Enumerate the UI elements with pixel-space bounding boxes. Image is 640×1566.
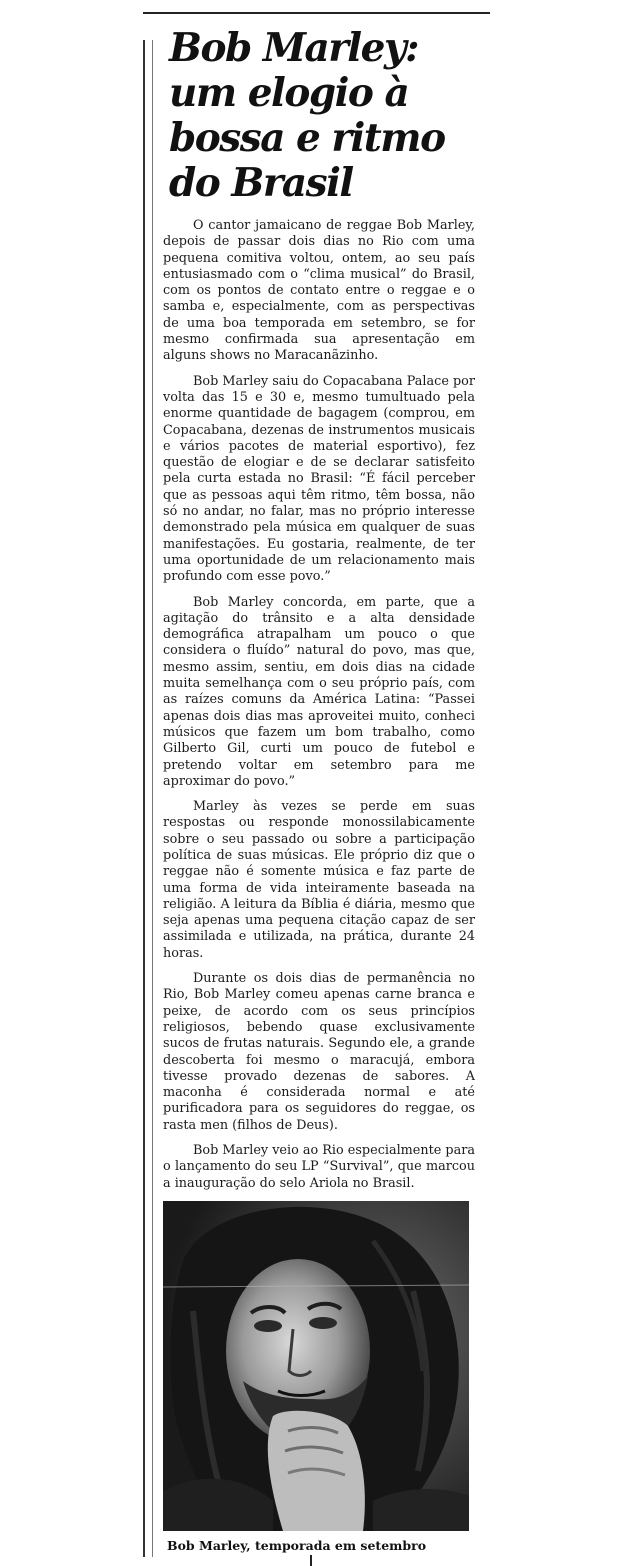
photo-caption: Bob Marley, temporada em setembro [167,1537,427,1553]
paragraph-1: O cantor jamaicano de reggae Bob Marley, depois de passar dois dias no Rio com uma pequena comitiva voltou, ontem, ao seu país entusiasmado com o “clima musical” do Brasil, com os pontos de contato entre o reggae e o samba e, especialmente, com as perspectivas de uma boa temporada em setembro, se for mesmo confirmada sua apresentação em alguns shows no Maracanãzinho. [163,218,475,364]
paragraph-2: Bob Marley saiu do Copacabana Palace por volta das 15 e 30 e, mesmo tumultuado pela enorme quantidade de bagagem (comprou, em Copacabana, dezenas de instrumentos musicais e vários pacotes de material esportivo), fez questão de elogiar e de se declarar satisfeito pela curta estada no Brasil: “É fácil perceber que as pessoas aqui têm ritmo, têm bossa, não só no andar, no falar, mas no próprio interesse demonstrado pela música em qualquer de suas manifestações. Eu gostaria, realmente, de ter uma oportunidade de um relacionamento mais profundo com esse povo.” [163,373,475,585]
top-rule [143,12,490,14]
left-column-rule-inner [152,40,153,1557]
paragraph-6: Bob Marley veio ao Rio especialmente para o lançamento do seu LP “Survival”, que marcou a inauguração do selo Ariola no Brasil. [163,1143,475,1191]
article-column [163,26,475,1555]
paragraph-4: Marley às vezes se perde em suas respostas ou responde monossilabicamente sobre o seu passado ou sobre a participação política de suas músicas. Ele próprio diz que o reggae não é somente música e faz parte de uma forma de vida inteiramente baseada na religião. A leitura da Bíblia é diária, mesmo que seja apenas uma pequena citação capaz de ser assimilada e utilizada, na prática, durante 24 horas. [163,799,475,961]
paragraph-3: Bob Marley concorda, em parte, que a agitação do trânsito e a alta densidade demográfica atrapalham um pouco o que considera o fluído” natural do povo, mas que, mesmo assim, sentiu, em dois dias na cidade muita semelhança com o seu próprio país, com as raízes comuns da América Latina: “Passei apenas dois dias mas aproveitei muito, conheci músicos que fazem um bom trabalho, como Gilberto Gil, curti um pouco de futebol e pretendo voltar em setembro para me aproximar do povo.” [163,594,475,789]
headline: Bob Marley: um elogio à bossa e ritmo do Brasil [169,25,445,206]
paragraph-5: Durante os dois dias de permanência no Rio, Bob Marley comeu apenas carne branca e peixe, de acordo com os seus princípios religiosos, bebendo quase exclusivamente sucos de frutas naturais. Segundo ele, a grande descoberta foi mesmo o maracujá, embora tivesse provado dezenas de sabores. A maconha é considerada normal e até purificadora para os seguidores do reggae, os rasta men (filhos de Deus). [163,971,475,1133]
bob-marley-photo [163,1201,469,1531]
photo-illustration [163,1201,469,1531]
bottom-tick [310,1555,312,1566]
left-column-rule [143,40,145,1557]
